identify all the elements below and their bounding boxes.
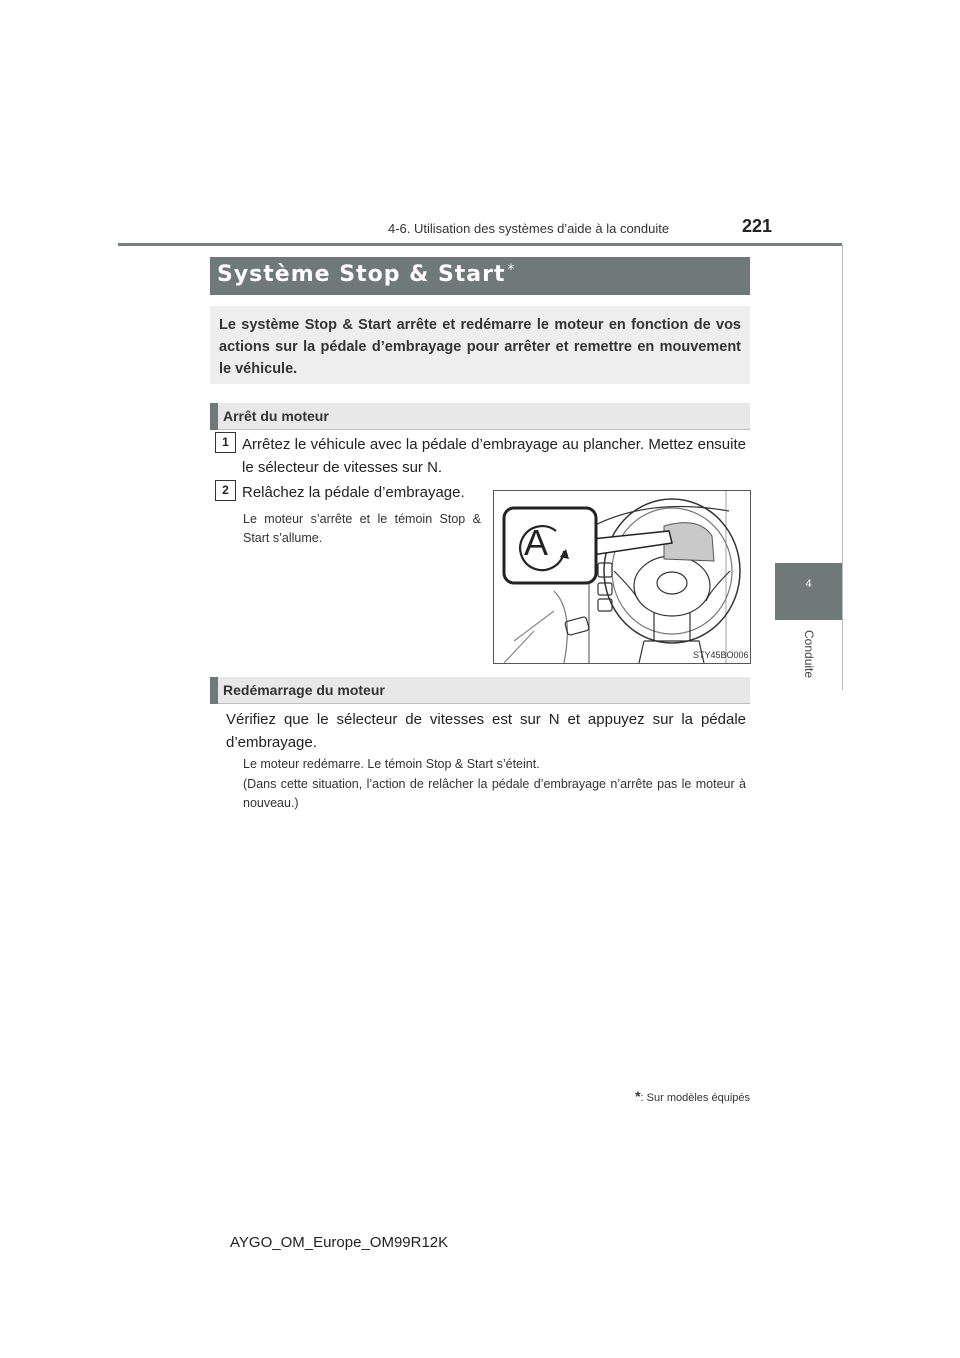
section-heading-accent [210, 677, 218, 704]
step-note-2: Le moteur s’arrête et le témoin Stop & Start s’allume. [243, 512, 481, 545]
chapter-tab-label: Conduite [802, 630, 816, 679]
header-rule [118, 243, 842, 246]
intro-text: Le système Stop & Start arrête et redémarre le moteur en fonction de vos actions sur la pédale d’embrayage pour arrêter et remettre en mouvement le véhicule. [219, 317, 741, 377]
footnote-asterisk: * [635, 1088, 641, 1104]
step-number-1: 1 [215, 432, 236, 453]
chapter-tab [775, 563, 842, 620]
title-asterisk: * [507, 262, 516, 278]
step-number-2: 2 [215, 480, 236, 501]
page-title [217, 262, 516, 287]
step-text-2: Relâchez la pédale d’embrayage. [242, 484, 465, 501]
header-section-title: 4-6. Utilisation des systèmes d’aide à la conduite [388, 221, 670, 236]
restart-note-line2: (Dans cette situation, l’action de relâcher la pédale d’embrayage n’arrête pas le moteur à nouveau.) [243, 777, 746, 810]
dashboard-illustration [493, 490, 751, 664]
page-title-text: Système Stop & Start [217, 262, 506, 287]
footnote-text: : Sur modèles équipés [640, 1092, 750, 1104]
document-footer: AYGO_OM_Europe_OM99R12K [230, 1234, 449, 1251]
page-number: 221 [742, 216, 773, 236]
restart-note-line1: Le moteur redémarre. Le témoin Stop & Start s’éteint. [243, 757, 540, 771]
steering-wheel-drawing [494, 491, 750, 663]
step-text-1: Arrêtez le véhicule avec la pédale d’embrayage au plancher. Mettez ensuite le sélecteur de vitesses sur N. [242, 436, 746, 476]
figure-code: STY45BO006 [693, 650, 749, 660]
indicator-letter-a: A [524, 522, 549, 563]
restart-text: Vérifiez que le sélecteur de vitesses est sur N et appuyez sur la pédale d’embrayage. [226, 711, 746, 751]
footnote [610, 1088, 750, 1104]
side-divider [842, 245, 843, 690]
section-heading-accent [210, 403, 218, 430]
chapter-tab-number: 4 [805, 578, 812, 590]
section-heading-stop: Arrêt du moteur [223, 408, 329, 424]
section-heading-restart: Redémarrage du moteur [223, 682, 385, 698]
